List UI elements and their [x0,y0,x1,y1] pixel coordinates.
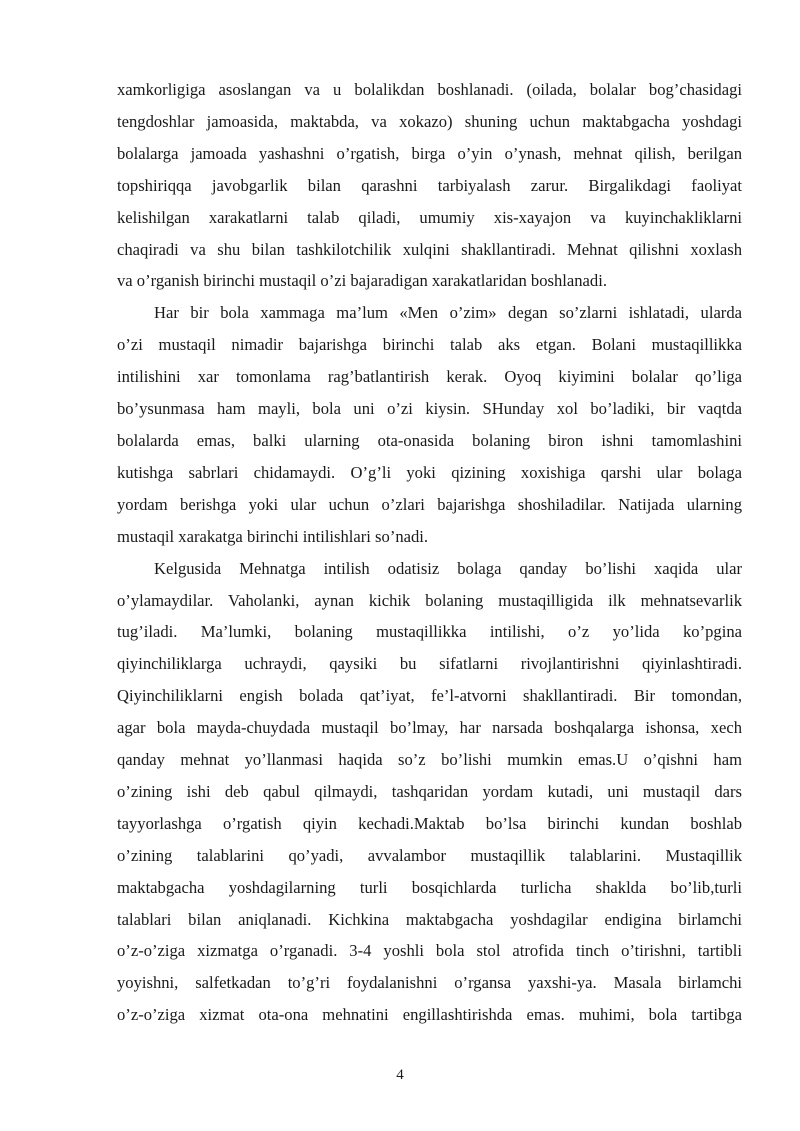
text-line: yordam berishga yoki ular uchun o’zlari bajarishga shoshiladilar. Natijada ularning [117,494,742,514]
text-line: topshiriqqa javobgarlik bilan qarashni tarbiyalash zarur. Birgalikdagi faoliyat [117,175,742,195]
text-line: yoyishni, salfetkadan to’g’ri foydalanishni o’rgansa yaxshi-ya. Masala birlamchi [117,973,742,993]
text-line: talablari bilan aniqlanadi. Kichkina maktabgacha yoshdagilar endigina birlamchi [117,909,742,929]
text-line: chaqiradi va shu bilan tashkilotchilik xulqini shakllantiradi. Mehnat qilishni xoxlash [117,239,742,259]
paragraph-2 [117,297,742,552]
text-line: maktabgacha yoshdagilarning turli bosqichlarda turlicha shaklda bo’lib,turli [117,877,742,897]
text-line: o’z-o’ziga xizmat ota-ona mehnatini engillashtirishda emas. muhimi, bola tartibga [117,1005,742,1025]
text-line: qiyinchiliklarga uchraydi, qaysiki bu sifatlarni rivojlantirishni qiyinlashtiradi. [117,654,742,674]
text-line: Qiyinchiliklarni engish bolada qat’iyat, fe’l-atvorni shakllantiradi. Bir tomondan, [117,686,742,706]
text-line: va o’rganish birinchi mustaqil o’zi bajaradigan xarakatlaridan boshlanadi. [117,271,607,291]
text-line: xamkorligiga asoslangan va u bolalikdan boshlanadi. (oilada, bolalar bog’chasidagi [117,80,742,99]
text-line: bolalarga jamoada yashashni o’rgatish, birga o’yin o’ynash, mehnat qilish, berilgan [117,143,742,163]
text-line: kelishilgan xarakatlarni talab qiladi, umumiy xis-xayajon va kuyinchakliklarni [117,207,742,227]
document-body [117,74,742,1031]
text-line: o’z-o’ziga xizmatga o’rganadi. 3-4 yoshli bola stol atrofida tinch o’tirishni, tartibli [117,941,742,961]
text-line: o’ylamaydilar. Vaholanki, aynan kichik bolaning mustaqilligida ilk mehnatsevarlik [117,590,742,610]
text-line: o’zining talablarini qo’yadi, avvalambor mustaqillik talablarini. Mustaqillik [117,845,742,865]
text-line: kutishga sabrlari chidamaydi. O’g’li yoki qizining xoxishiga qarshi ular bolaga [117,462,742,482]
page-number: 4 [396,1067,404,1083]
paragraph-1 [117,74,742,297]
text-line: bo’ysunmasa ham mayli, bola uni o’zi kiysin. SHunday xol bo’ladiki, bir vaqtda [117,399,742,419]
text-line: tug’iladi. Ma’lumki, bolaning mustaqillikka intilishi, o’z yo’lida ko’pgina [117,622,742,642]
text-line: mustaqil xarakatga birinchi intilishlari so’nadi. [117,526,429,546]
text-line: o’zi mustaqil nimadir bajarishga birinchi talab aks etgan. Bolani mustaqillikka [117,335,742,355]
text-line: tayyorlashga o’rgatish qiyin kechadi.Maktab bo’lsa birinchi kundan boshlab [117,813,742,833]
text-line: o’zining ishi deb qabul qilmaydi, tashqaridan yordam kutadi, uni mustaqil dars [117,781,742,801]
text-line: Kelgusida Mehnatga intilish odatisiz bolaga qanday bo’lishi xaqida ular [154,558,742,578]
text-line: tengdoshlar jamoasida, maktabda, va xokazo) shuning uchun maktabgacha yoshdagi [117,111,742,131]
text-line: bolalarda emas, balki ularning ota-onasida bolaning biron ishni tamomlashini [117,430,742,450]
text-line: Har bir bola xammaga ma’lum «Men o’zim» degan so’zlarni ishlatadi, ularda [154,303,742,323]
text-line: intilishini xar tomonlama rag’batlantirish kerak. Oyoq kiyimini bolalar qo’liga [117,367,742,387]
text-line: agar bola mayda-chuydada mustaqil bo’lmay, har narsada boshqalarga ishonsa, xech [117,718,742,738]
paragraph-3 [117,553,742,1032]
text-line: qanday mehnat yo’llanmasi haqida so’z bo’lishi mumkin emas.U o’qishni ham [117,750,742,770]
